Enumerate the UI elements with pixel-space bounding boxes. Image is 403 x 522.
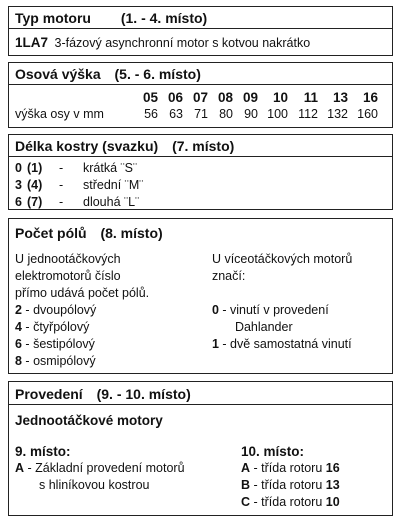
poly-item: 6 - šestipólový [15,337,95,351]
provedeni-item: A - třída rotoru 16 [241,461,340,475]
kostra-item: 6 (7) - dlouhá ¨L¨ [15,195,140,209]
provedeni-box [8,381,393,516]
kostra-item: 0 (1) - krátká ¨S¨ [15,161,138,175]
provedeni-item: B - třída rotoru 13 [241,478,340,492]
typ-motoru-title: Typ motoru [15,10,91,26]
pocet-polu-title: Počet pólů [15,225,87,241]
osa-code: 10 [272,90,288,105]
provedeni-columns [15,443,386,511]
provedeni-range: (9. - 10. místo) [96,386,191,402]
osova-vyska-title: Osová výška [15,66,101,82]
kostra-item: 3 (4) - střední ¨M¨ [15,178,144,192]
delka-kostry-box [8,134,393,210]
poly-item: 4 - čtyřpólový [15,320,90,334]
poly-item: 1 - dvě samostatná vinutí [211,337,352,351]
delka-kostry-body [9,157,392,214]
provedeni-header [9,382,392,404]
provedeni-subtitle: Jednootáčkové motory [15,413,163,428]
provedeni-title: Provedení [15,386,83,402]
delka-kostry-title: Délka kostry (svazku) [15,138,159,154]
pocet-polu-range: (8. místo) [100,225,163,241]
osa-value: 100 [267,107,288,121]
poly-item: 8 - osmipólový [15,354,96,368]
poly-item-cont: Dahlander [234,320,293,334]
osa-code: 07 [192,90,208,105]
poly-item: 2 - dvoupólový [15,303,97,317]
osa-code: 16 [362,90,378,105]
osova-vyska-values-row [15,106,378,123]
typ-motoru-body [9,29,392,55]
pocet-polu-header [9,219,392,247]
delka-kostry-range: (7. místo) [172,138,235,154]
typ-motoru-header [9,7,392,29]
pocet-polu-body [9,247,392,373]
delka-kostry-header [9,135,392,157]
osova-vyska-header [9,63,392,85]
osa-value: 112 [298,107,318,121]
provedeni-left-head: 9. místo: [15,444,71,459]
osa-value: 160 [357,107,378,121]
osa-code: 08 [217,90,233,105]
osa-row-label: výška osy v mm [15,107,104,121]
provedeni-left [15,443,241,511]
typ-motoru-desc: 3-fázový asynchronní motor s kotvou nakrátko [54,36,311,50]
provedeni-item-cont: s hliníkovou kostrou [39,478,150,492]
osova-vyska-box [8,62,393,128]
osova-vyska-table [15,89,378,123]
osa-code: 06 [167,90,183,105]
osa-value: 80 [219,107,233,121]
osa-code: 09 [242,90,258,105]
osa-value: 90 [244,107,258,121]
osa-value: 63 [169,107,183,121]
poly-item: 0 - vinutí v provedení [211,303,329,317]
provedeni-body [9,405,392,514]
typ-motoru-code: 1LA7 [15,35,49,50]
osa-code: 05 [142,90,158,105]
typ-motoru-box [8,6,393,56]
pocet-polu-left: U jednootáčkových elektromotorů číslo přímo udává počet pólů. 2 - dvoupólový 4 - čtyřpólový 6 - šestipólový 8 - osmipólový [15,251,212,370]
pocet-polu-box [8,218,393,374]
osova-vyska-range: (5. - 6. místo) [114,66,201,82]
provedeni-item: A - Základní provedení motorů [15,461,185,475]
osa-code: 11 [303,90,318,105]
osova-vyska-codes-row [15,89,378,106]
osova-vyska-body [9,85,392,126]
osa-code: 13 [332,90,348,105]
pocet-polu-right: U víceotáčkových motorů značí: 0 - vinutí v provedení Dahlander 1 - dvě samostatná vinutí [212,251,386,370]
osa-value: 132 [327,107,348,121]
osa-value: 71 [194,107,208,121]
typ-motoru-range: (1. - 4. místo) [120,10,208,26]
provedeni-right-head: 10. místo: [241,444,305,459]
osa-value: 56 [144,107,158,121]
provedeni-item: C - třída rotoru 10 [241,495,340,509]
provedeni-right [241,443,386,511]
